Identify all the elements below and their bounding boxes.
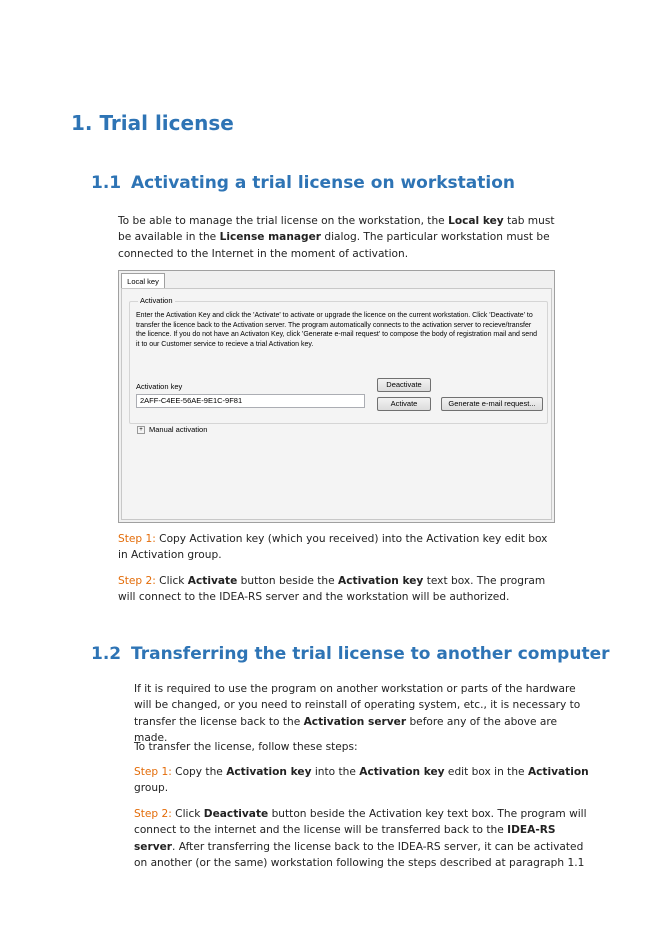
group-label: Activation	[140, 296, 173, 305]
activation-key-label: Activation key	[136, 382, 183, 391]
intro-paragraph: To be able to manage the trial license on the workstation, the Local key tab must be available in the License manager dialog. The particular workstation must be connected to the Internet in the moment of activation.	[118, 215, 555, 260]
activation-group	[129, 296, 548, 424]
license-manager-screenshot	[118, 270, 555, 523]
heading-activating-trial	[91, 173, 515, 193]
activate-button[interactable]: Activate	[377, 397, 431, 411]
section-number: 1.1	[91, 173, 122, 193]
transfer-step-1: Step 1: Copy the Activation key into the Activation key edit box in the Activation group.	[134, 766, 589, 795]
section-title: Transferring the trial license to another computer	[131, 644, 610, 664]
heading-trial-license: 1. Trial license	[71, 111, 234, 135]
transfer-steps-intro: To transfer the license, follow these steps:	[134, 741, 358, 753]
deactivate-button[interactable]: Deactivate	[377, 378, 431, 392]
expand-plus-icon[interactable]: +	[137, 426, 145, 434]
transfer-step-2: Step 2: Click Deactivate button beside the Activation key text box. The program will connect to the internet and the license will be transferred back to the IDEA-RS server. After transferring the license back to the IDEA-RS server, it can be activated on another (or the same) workstation following the steps described at paragraph 1.1	[134, 808, 587, 870]
heading-transferring-trial	[91, 644, 610, 664]
activation-description: Enter the Activation Key and click the 'Activate' to activate or upgrade the licence on the current workstation. Click 'Deactivate' to transfer the licence back to the Activation server. The program automatically connects to the activation server to recieve/transfer the licence. If you do not have an Activaton Key, click 'Generate e-mail request' to compose the body of registration mail and send it to our Customer service to recieve a trial Activation key.	[136, 312, 537, 348]
tab-panel	[121, 288, 552, 520]
section-number: 1.2	[91, 644, 122, 664]
tab-local-key[interactable]: Local key	[121, 273, 165, 289]
activate-step-2: Step 2: Click Activate button beside the Activation key text box. The program will connect to the IDEA-RS server and the workstation will be authorized.	[118, 575, 546, 604]
generate-email-request-button[interactable]: Generate e-mail request...	[441, 397, 543, 411]
activate-step-1: Step 1: Copy Activation key (which you received) into the Activation key edit box in Activation group.	[118, 533, 548, 562]
transfer-paragraph: If it is required to use the program on another workstation or parts of the hardware will be changed, or you need to reinstall of operating system, etc., it is necessary to transfer the license back to the Activation server before any of the above are made.	[134, 683, 581, 745]
manual-activation-expander[interactable]: + Manual activation	[137, 425, 207, 434]
activation-key-input[interactable]: 2AFF-C4EE-56AE-9E1C-9F81	[136, 394, 365, 408]
section-title: Activating a trial license on workstation	[131, 173, 515, 193]
